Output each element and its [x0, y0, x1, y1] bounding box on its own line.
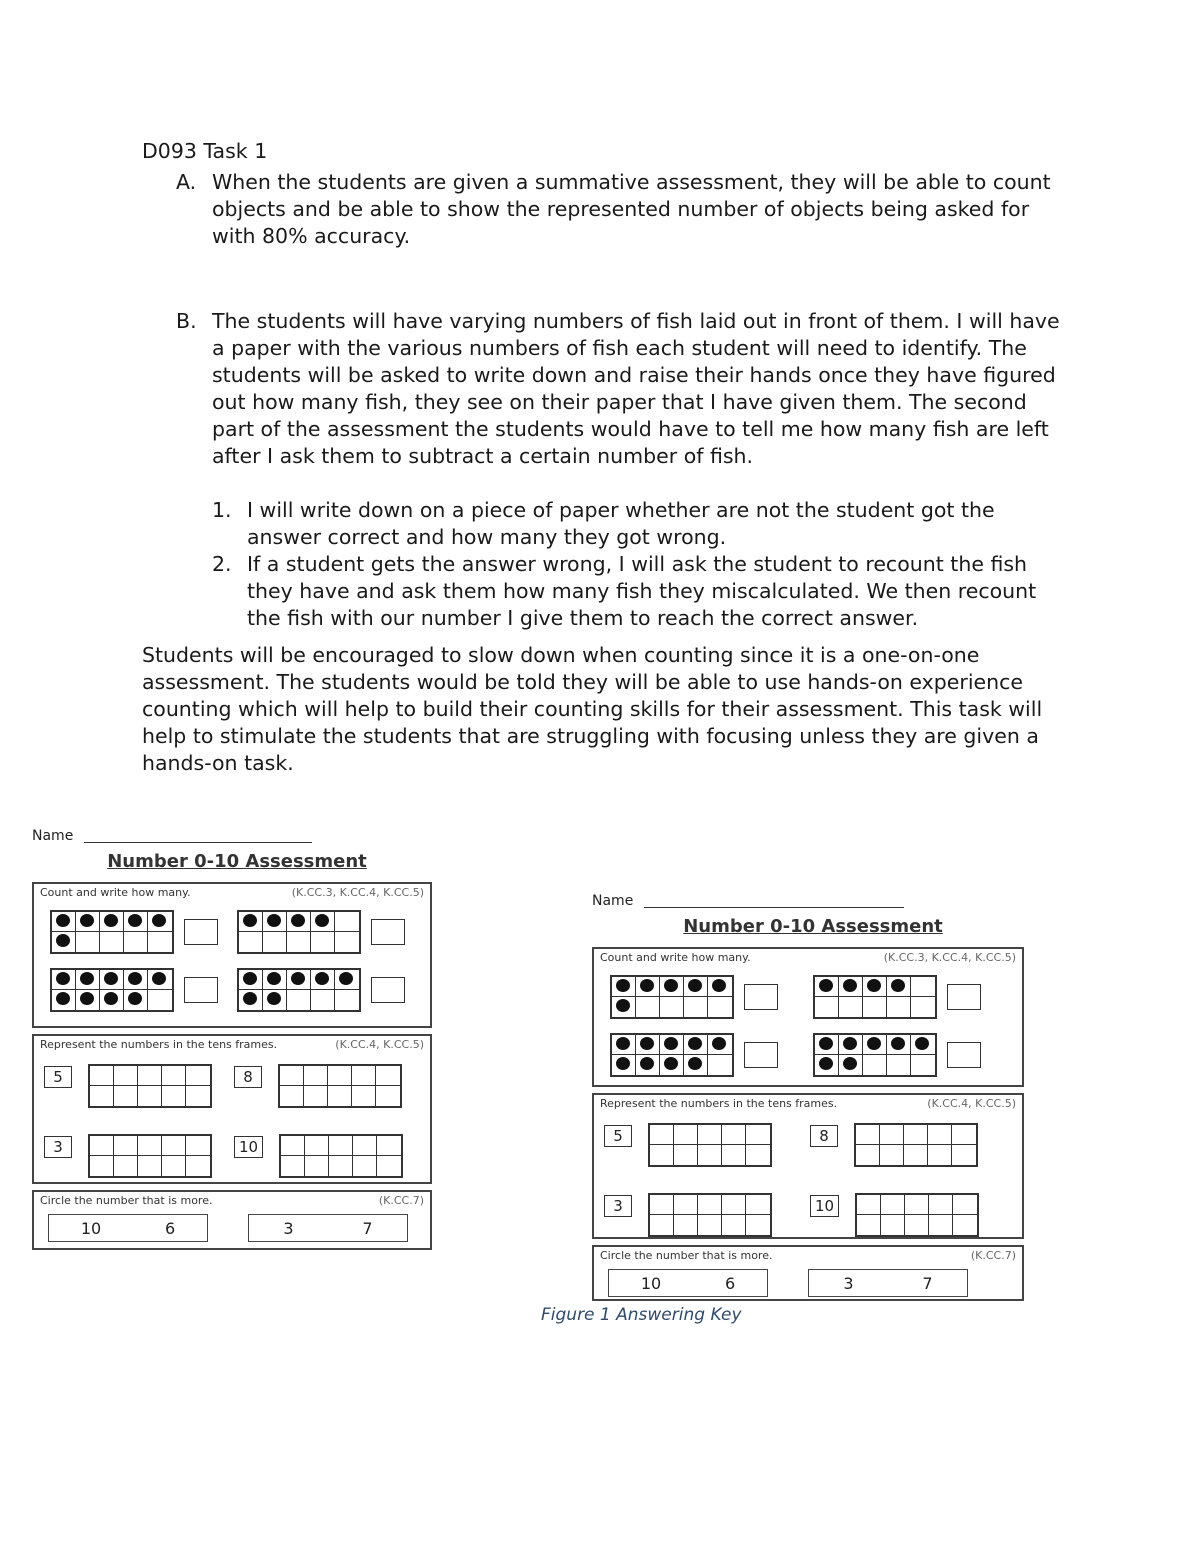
number-box: 3	[44, 1136, 72, 1158]
ten-frame-cell	[329, 1156, 353, 1176]
counter-dot	[56, 972, 70, 985]
ten-frame-cell	[138, 1156, 162, 1176]
count-section	[32, 882, 432, 1028]
ten-frame-cell	[722, 1125, 746, 1145]
counter-dot	[867, 1037, 881, 1050]
section-instruction: Count and write how many.	[600, 951, 751, 964]
empty-ten-frame[interactable]	[88, 1064, 212, 1108]
ten-frame	[610, 975, 734, 1019]
counter-dot	[267, 914, 281, 927]
ten-frame	[50, 910, 174, 954]
ten-frame-cell	[52, 990, 76, 1010]
ten-frame-cell	[76, 912, 100, 932]
number-box: 10	[810, 1195, 839, 1217]
counter-dot	[664, 1057, 678, 1070]
counter-dot	[267, 992, 281, 1005]
section-standards: (K.CC.7)	[378, 1194, 424, 1207]
ten-frame-cell	[839, 997, 863, 1017]
ten-frame-cell	[887, 1035, 911, 1055]
worksheet-right	[592, 893, 1024, 1301]
ten-frame	[237, 910, 361, 954]
ten-frame-cell	[100, 990, 124, 1010]
ten-frame-cell	[863, 1035, 887, 1055]
ten-frame-cell	[660, 997, 684, 1017]
worksheet-left	[32, 828, 432, 1250]
ten-frame-cell	[90, 1136, 114, 1156]
ten-frame-cell	[856, 1145, 880, 1165]
answer-box[interactable]	[184, 919, 218, 945]
closing-paragraph: Students will be encouraged to slow down when counting since it is a one-on-one assessment. The students would be told they will be able to use hands-on experience counting which will help to build their counting skills for their assessment. This task will help to stimulate the students that are struggling with focusing unless they are given a hands-on task.	[142, 643, 1043, 775]
ten-frame-cell	[815, 997, 839, 1017]
ten-frame-cell	[328, 1086, 352, 1106]
section-standards: (K.CC.3, K.CC.4, K.CC.5)	[291, 886, 424, 899]
ten-frame-cell	[287, 932, 311, 952]
ten-frame-cell	[660, 977, 684, 997]
number-box: 3	[604, 1195, 632, 1217]
counter-dot	[915, 1037, 929, 1050]
ten-frame-cell	[352, 1066, 376, 1086]
ten-frame-cell	[114, 1086, 138, 1106]
list-marker: A.	[176, 170, 197, 194]
counter-dot	[56, 914, 70, 927]
ten-frame-cell	[880, 1125, 904, 1145]
counter-dot	[104, 992, 118, 1005]
ten-frame-cell	[304, 1066, 328, 1086]
ten-frame-cell	[52, 912, 76, 932]
counter-dot	[688, 1057, 702, 1070]
ten-frame-cell	[708, 1035, 732, 1055]
answer-box[interactable]	[947, 1042, 981, 1068]
ten-frame-cell	[335, 912, 359, 932]
ten-frame-cell	[376, 1086, 400, 1106]
ten-frame-cell	[90, 1066, 114, 1086]
ten-frame-cell	[746, 1215, 770, 1235]
compare-number[interactable]: 3	[843, 1273, 854, 1293]
ten-frame-cell	[953, 1195, 977, 1215]
counter-dot	[56, 934, 70, 947]
ten-frame-cell	[905, 1215, 929, 1235]
list-marker: 1.	[212, 498, 232, 522]
ten-frame-cell	[636, 1055, 660, 1075]
list-marker: 2.	[212, 552, 232, 576]
ten-frame-cell	[911, 997, 935, 1017]
number-box: 8	[234, 1066, 262, 1088]
ten-frame-cell	[929, 1195, 953, 1215]
ten-frame-cell	[124, 990, 148, 1010]
ten-frame-cell	[329, 1136, 353, 1156]
counter-dot	[616, 1037, 630, 1050]
ten-frame-cell	[863, 997, 887, 1017]
worksheet-title: Number 0-10 Assessment	[683, 916, 943, 937]
counter-dot	[891, 979, 905, 992]
empty-ten-frame[interactable]	[88, 1134, 212, 1178]
ten-frame-cell	[76, 970, 100, 990]
ten-frame-cell	[887, 1055, 911, 1075]
ten-frame-cell	[674, 1195, 698, 1215]
empty-ten-frame[interactable]	[279, 1134, 403, 1178]
ten-frame-cell	[239, 970, 263, 990]
ten-frame-cell	[186, 1156, 210, 1176]
ten-frame-cell	[746, 1125, 770, 1145]
counter-dot	[843, 1057, 857, 1070]
ten-frame-cell	[239, 912, 263, 932]
ten-frame-cell	[281, 1136, 305, 1156]
counter-dot	[640, 979, 654, 992]
name-label: Name	[592, 893, 634, 909]
ten-frame-cell	[857, 1195, 881, 1215]
section-instruction: Represent the numbers in the tens frames.	[600, 1097, 838, 1110]
circle-section	[32, 1190, 432, 1250]
ten-frame-cell	[815, 977, 839, 997]
ten-frame-cell	[148, 990, 172, 1010]
represent-section	[592, 1093, 1024, 1239]
answer-box[interactable]	[371, 919, 405, 945]
ten-frame-cell	[708, 977, 732, 997]
ten-frame-cell	[124, 912, 148, 932]
ten-frame-cell	[612, 977, 636, 997]
counter-dot	[616, 979, 630, 992]
ten-frame-cell	[287, 990, 311, 1010]
ten-frame-cell	[698, 1215, 722, 1235]
ten-frame-cell	[905, 1195, 929, 1215]
ten-frame-cell	[660, 1035, 684, 1055]
ten-frame-cell	[263, 932, 287, 952]
ten-frame-cell	[881, 1195, 905, 1215]
empty-ten-frame[interactable]	[854, 1123, 978, 1167]
ten-frame-cell	[100, 912, 124, 932]
ten-frame-cell	[239, 932, 263, 952]
ten-frame-cell	[377, 1156, 401, 1176]
counter-dot	[616, 1057, 630, 1070]
ten-frame	[237, 968, 361, 1012]
ten-frame-cell	[148, 970, 172, 990]
ten-frame-cell	[114, 1136, 138, 1156]
circle-section	[592, 1245, 1024, 1301]
ten-frame-cell	[305, 1136, 329, 1156]
ten-frame-cell	[722, 1215, 746, 1235]
counter-dot	[664, 1037, 678, 1050]
counter-dot	[315, 914, 329, 927]
ten-frame-cell	[263, 990, 287, 1010]
ten-frame-cell	[162, 1066, 186, 1086]
ten-frame-cell	[952, 1145, 976, 1165]
ten-frame-cell	[636, 977, 660, 997]
section-standards: (K.CC.4, K.CC.5)	[927, 1097, 1016, 1110]
number-box: 8	[810, 1125, 838, 1147]
counter-dot	[80, 972, 94, 985]
ten-frame-cell	[722, 1195, 746, 1215]
ten-frame-cell	[839, 1035, 863, 1055]
ten-frame-cell	[636, 997, 660, 1017]
number-box: 5	[44, 1066, 72, 1088]
counter-dot	[291, 972, 305, 985]
counter-dot	[291, 914, 305, 927]
ten-frame-cell	[722, 1145, 746, 1165]
ten-frame-cell	[76, 932, 100, 952]
counter-dot	[843, 979, 857, 992]
list-item-text: I will write down on a piece of paper whether are not the student got the answer correct and how many they got wrong.	[247, 498, 995, 549]
counter-dot	[80, 914, 94, 927]
list-item-text: The students will have varying numbers of fish laid out in front of them. I will have a paper with the various numbers of fish each student will need to identify. The students will be asked to write down and raise their hands once they have figured out how many fish, they see on their paper that I have given them. The second part of the assessment the students would have to tell me how many fish are left after I ask them to subtract a certain number of fish.	[212, 309, 1060, 468]
ten-frame-cell	[746, 1195, 770, 1215]
compare-number[interactable]: 10	[80, 1218, 102, 1238]
counter-dot	[688, 979, 702, 992]
ten-frame-cell	[138, 1066, 162, 1086]
name-field	[592, 893, 1024, 913]
ten-frame-cell	[100, 932, 124, 952]
section-standards: (K.CC.4, K.CC.5)	[335, 1038, 424, 1051]
ten-frame	[50, 968, 174, 1012]
ten-frame-cell	[674, 1125, 698, 1145]
ten-frame-cell	[280, 1066, 304, 1086]
counter-dot	[80, 992, 94, 1005]
ten-frame-cell	[377, 1136, 401, 1156]
ten-frame-cell	[90, 1086, 114, 1106]
ten-frame-cell	[928, 1145, 952, 1165]
counter-dot	[891, 1037, 905, 1050]
counter-dot	[339, 972, 353, 985]
ten-frame-cell	[100, 970, 124, 990]
counter-dot	[267, 972, 281, 985]
ten-frame-cell	[911, 1055, 935, 1075]
counter-dot	[664, 979, 678, 992]
ten-frame-cell	[148, 932, 172, 952]
ten-frame-cell	[280, 1086, 304, 1106]
ten-frame-cell	[839, 977, 863, 997]
answer-box[interactable]	[947, 984, 981, 1010]
ten-frame-cell	[352, 1086, 376, 1106]
counter-dot	[843, 1037, 857, 1050]
counter-dot	[819, 1057, 833, 1070]
represent-section	[32, 1034, 432, 1184]
ten-frame-cell	[612, 997, 636, 1017]
ten-frame-cell	[660, 1055, 684, 1075]
ten-frame-cell	[674, 1215, 698, 1235]
compare-pair	[248, 1214, 408, 1242]
ten-frame-cell	[304, 1086, 328, 1106]
ten-frame-cell	[612, 1035, 636, 1055]
section-instruction: Circle the number that is more.	[600, 1249, 773, 1262]
ten-frame-cell	[90, 1156, 114, 1176]
ten-frame-cell	[114, 1156, 138, 1176]
ten-frame-cell	[636, 1035, 660, 1055]
section-instruction: Circle the number that is more.	[40, 1194, 213, 1207]
ten-frame-cell	[857, 1215, 881, 1235]
compare-number[interactable]: 7	[922, 1273, 933, 1293]
ten-frame-cell	[698, 1195, 722, 1215]
count-section	[592, 947, 1024, 1087]
ten-frame-cell	[839, 1055, 863, 1075]
ten-frame-cell	[708, 1055, 732, 1075]
ten-frame-cell	[904, 1145, 928, 1165]
ten-frame-cell	[698, 1125, 722, 1145]
section-standards: (K.CC.3, K.CC.4, K.CC.5)	[883, 951, 1016, 964]
answer-box[interactable]	[184, 977, 218, 1003]
section-instruction: Represent the numbers in the tens frames.	[40, 1038, 278, 1051]
ten-frame-cell	[698, 1145, 722, 1165]
sub-list-item-2	[142, 551, 1072, 632]
compare-number[interactable]: 7	[362, 1218, 373, 1238]
ten-frame-cell	[881, 1215, 905, 1235]
counter-dot	[688, 1037, 702, 1050]
counter-dot	[104, 972, 118, 985]
worksheet-title: Number 0-10 Assessment	[107, 851, 367, 872]
ten-frame-cell	[281, 1156, 305, 1176]
ten-frame-cell	[138, 1136, 162, 1156]
ten-frame-cell	[335, 970, 359, 990]
ten-frame-cell	[953, 1215, 977, 1235]
ten-frame-cell	[684, 1055, 708, 1075]
counter-dot	[128, 992, 142, 1005]
empty-ten-frame[interactable]	[648, 1123, 772, 1167]
ten-frame-cell	[186, 1136, 210, 1156]
ten-frame-cell	[186, 1066, 210, 1086]
sub-list-item-1	[142, 497, 1072, 551]
empty-ten-frame[interactable]	[648, 1193, 772, 1237]
counter-dot	[243, 992, 257, 1005]
ten-frame-cell	[311, 912, 335, 932]
ten-frame-cell	[612, 1055, 636, 1075]
ten-frame-cell	[162, 1136, 186, 1156]
counter-dot	[819, 1037, 833, 1050]
ten-frame-cell	[650, 1215, 674, 1235]
ten-frame-cell	[708, 997, 732, 1017]
ten-frame-cell	[162, 1156, 186, 1176]
counter-dot	[56, 992, 70, 1005]
ten-frame-cell	[239, 990, 263, 1010]
ten-frame-cell	[929, 1215, 953, 1235]
counter-dot	[712, 979, 726, 992]
ten-frame-cell	[335, 990, 359, 1010]
ten-frame-cell	[353, 1136, 377, 1156]
ten-frame-cell	[650, 1125, 674, 1145]
ten-frame-cell	[880, 1145, 904, 1165]
ten-frame-cell	[815, 1055, 839, 1075]
section-instruction: Count and write how many.	[40, 886, 191, 899]
empty-ten-frame[interactable]	[855, 1193, 979, 1237]
ten-frame-cell	[311, 932, 335, 952]
answer-box[interactable]	[744, 984, 778, 1010]
ten-frame-cell	[952, 1125, 976, 1145]
counter-dot	[315, 972, 329, 985]
ten-frame-cell	[928, 1125, 952, 1145]
counter-dot	[128, 914, 142, 927]
list-marker: B.	[176, 309, 197, 333]
ten-frame	[813, 1033, 937, 1077]
ten-frame-cell	[674, 1145, 698, 1165]
list-item-a	[142, 169, 1072, 250]
section-standards: (K.CC.7)	[970, 1249, 1016, 1262]
ten-frame-cell	[287, 912, 311, 932]
number-box: 5	[604, 1125, 632, 1147]
ten-frame-cell	[911, 1035, 935, 1055]
ten-frame-cell	[186, 1086, 210, 1106]
ten-frame-cell	[76, 990, 100, 1010]
ten-frame-cell	[311, 990, 335, 1010]
name-label: Name	[32, 828, 74, 844]
ten-frame-cell	[684, 997, 708, 1017]
ten-frame-cell	[904, 1125, 928, 1145]
name-field	[32, 828, 432, 848]
ten-frame-cell	[815, 1035, 839, 1055]
counter-dot	[152, 972, 166, 985]
counter-dot	[640, 1037, 654, 1050]
counter-dot	[616, 999, 630, 1012]
ten-frame-cell	[328, 1066, 352, 1086]
counter-dot	[104, 914, 118, 927]
ten-frame-cell	[911, 977, 935, 997]
ten-frame-cell	[287, 970, 311, 990]
answer-box[interactable]	[371, 977, 405, 1003]
ten-frame-cell	[311, 970, 335, 990]
ten-frame-cell	[863, 977, 887, 997]
compare-pair	[608, 1269, 768, 1297]
ten-frame-cell	[335, 932, 359, 952]
counter-dot	[128, 972, 142, 985]
compare-pair	[808, 1269, 968, 1297]
ten-frame-cell	[376, 1066, 400, 1086]
ten-frame	[610, 1033, 734, 1077]
ten-frame-cell	[124, 970, 148, 990]
ten-frame-cell	[650, 1145, 674, 1165]
ten-frame-cell	[305, 1156, 329, 1176]
counter-dot	[640, 1057, 654, 1070]
ten-frame-cell	[162, 1086, 186, 1106]
ten-frame-cell	[124, 932, 148, 952]
compare-number[interactable]: 10	[640, 1273, 662, 1293]
ten-frame-cell	[263, 970, 287, 990]
number-box: 10	[234, 1136, 263, 1158]
ten-frame-cell	[684, 977, 708, 997]
ten-frame-cell	[887, 977, 911, 997]
compare-number[interactable]: 6	[724, 1273, 736, 1293]
compare-number[interactable]: 6	[164, 1218, 176, 1238]
empty-ten-frame[interactable]	[278, 1064, 402, 1108]
list-item-text: When the students are given a summative assessment, they will be able to count objects and be able to show the represented number of objects being asked for with 80% accuracy.	[212, 170, 1051, 248]
answer-box[interactable]	[744, 1042, 778, 1068]
ten-frame-cell	[650, 1195, 674, 1215]
ten-frame-cell	[52, 932, 76, 952]
ten-frame-cell	[114, 1066, 138, 1086]
ten-frame-cell	[263, 912, 287, 932]
counter-dot	[712, 1037, 726, 1050]
ten-frame-cell	[887, 997, 911, 1017]
document-title: D093 Task 1	[142, 139, 268, 163]
compare-pair	[48, 1214, 208, 1242]
counter-dot	[819, 979, 833, 992]
ten-frame-cell	[353, 1156, 377, 1176]
figure-caption: Figure 1 Answering Key	[541, 1305, 742, 1325]
ten-frame-cell	[138, 1086, 162, 1106]
counter-dot	[152, 914, 166, 927]
ten-frame-cell	[52, 970, 76, 990]
list-item-b	[142, 308, 1072, 470]
ten-frame-cell	[863, 1055, 887, 1075]
ten-frame-cell	[148, 912, 172, 932]
counter-dot	[243, 914, 257, 927]
ten-frame	[813, 975, 937, 1019]
counter-dot	[243, 972, 257, 985]
list-item-text: If a student gets the answer wrong, I will ask the student to recount the fish they have and ask them how many fish they miscalculated. We then recount the fish with our number I give them to reach the correct answer.	[247, 552, 1037, 630]
counter-dot	[867, 979, 881, 992]
ten-frame-cell	[746, 1145, 770, 1165]
document-body	[142, 138, 1072, 777]
ten-frame-cell	[684, 1035, 708, 1055]
compare-number[interactable]: 3	[283, 1218, 294, 1238]
ten-frame-cell	[856, 1125, 880, 1145]
